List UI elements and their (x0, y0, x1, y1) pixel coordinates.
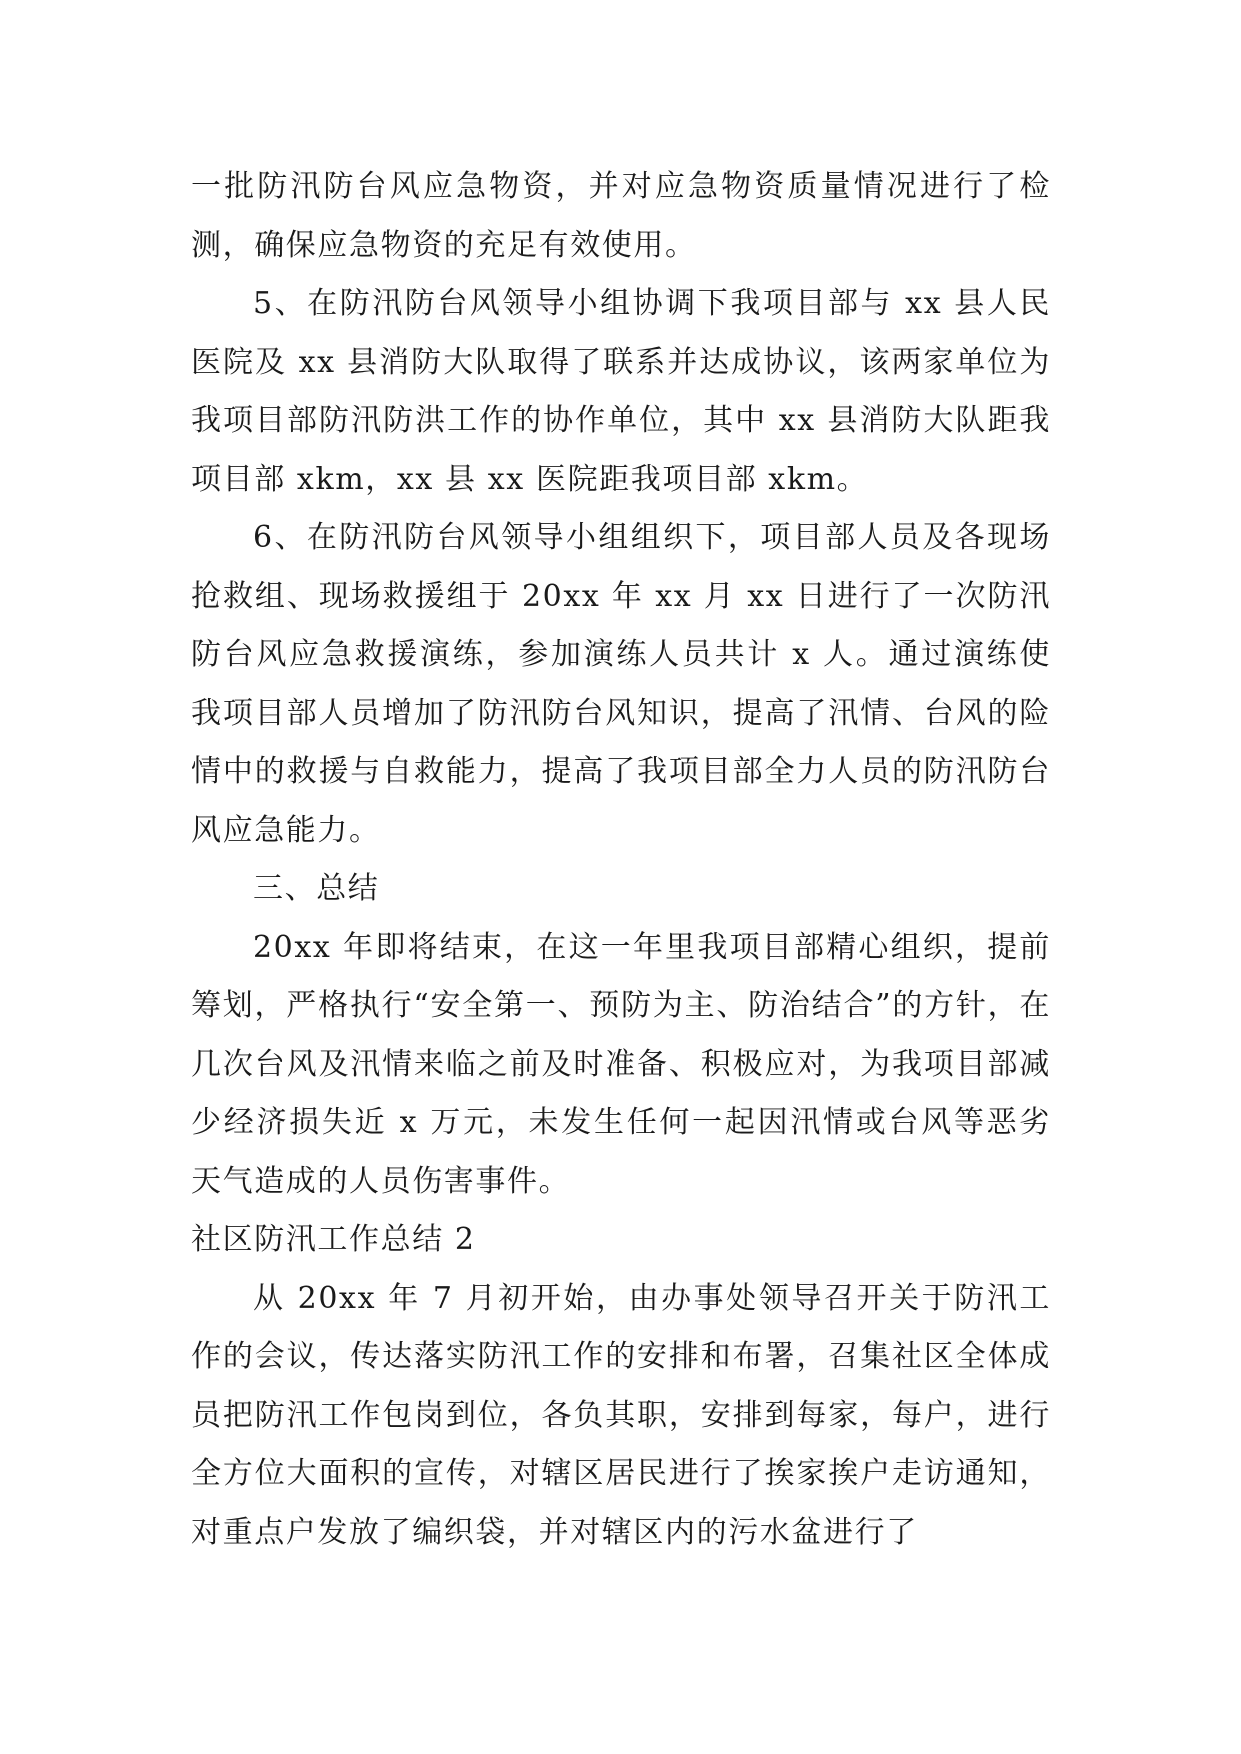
document-body (191, 158, 1051, 1562)
paragraph-item-5: 5、在防汛防台风领导小组协调下我项目部与 xx 县人民医院及 xx 县消防大队取得了联系并达成协议，该两家单位为我项目部防汛防洪工作的协作单位，其中 xx 县消防大队距我项目部 xkm，xx 县 xx 医院距我项目部 xkm。 (191, 286, 1051, 497)
paragraph-community-intro: 从 20xx 年 7 月初开始，由办事处领导召开关于防汛工作的会议，传达落实防汛工作的安排和布署，召集社区全体成员把防汛工作包岗到位，各负其职，安排到每家，每户，进行全方位大面积的宣传，对辖区居民进行了挨家挨户走访通知，对重点户发放了编织袋，并对辖区内的污水盆进行了 (191, 1280, 1051, 1550)
paragraph-supplies: 一批防汛防台风应急物资，并对应急物资质量情况进行了检测，确保应急物资的充足有效使用。 (191, 169, 1051, 263)
document-title-2: 社区防汛工作总结 2 (191, 1222, 476, 1257)
paragraph-item-6: 6、在防汛防台风领导小组组织下，项目部人员及各现场抢救组、现场救援组于 20xx 年 xx 月 xx 日进行了一次防汛防台风应急救援演练，参加演练人员共计 x 人。通过演练使我项目部人员增加了防汛防台风知识，提高了汛情、台风的险情中的救援与自救能力，提高了我项目部全力人员的防汛防台风应急能力。 (191, 520, 1051, 848)
paragraph-summary: 20xx 年即将结束，在这一年里我项目部精心组织，提前筹划，严格执行“安全第一、预防为主、防治结合”的方针，在几次台风及汛情来临之前及时准备、积极应对，为我项目部减少经济损失近 x 万元，未发生任何一起因汛情或台风等恶劣天气造成的人员伤害事件。 (191, 929, 1051, 1199)
section-heading-summary: 三、总结 (253, 871, 380, 906)
